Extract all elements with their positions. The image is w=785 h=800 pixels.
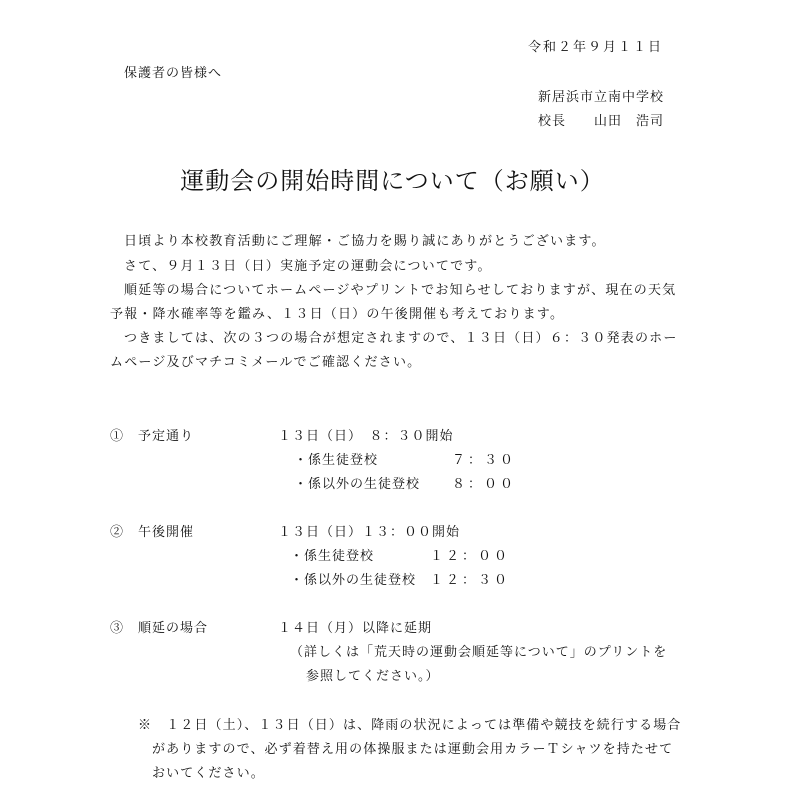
body-line: つきましては、次の３つの場合が想定されますので、１３日（日）６：３０発表のホー [124,331,678,346]
body-line: 日頃より本校教育活動にご理解・ご協力を賜り誠にありがとうございます。 [124,234,606,249]
option-2-label: ② 午後開催 [110,525,195,540]
option-1-sub-time: ７：３０ [452,453,517,468]
option-1-sub-label: ・係以外の生徒登校 [294,477,421,492]
principal-name: 校長 山田 浩司 [538,114,665,129]
body-line: ムページ及びマチコミメールでご確認ください。 [110,355,422,370]
option-2-sub-label: ・係以外の生徒登校 [290,573,417,588]
option-1-label: ① 予定通り [110,429,195,444]
body-line: 順延等の場合についてホームページやプリントでお知らせしておりますが、現在の天気 [124,283,677,298]
option-1-time: １３日（日） ８：３０開始 [278,429,454,444]
note-line: おいてください。 [152,766,265,781]
school-name: 新居浜市立南中学校 [538,90,665,105]
option-2-sub-label: ・係生徒登校 [290,549,375,564]
body-line: さて、９月１３日（日）実施予定の運動会についてです。 [124,259,492,274]
addressee: 保護者の皆様へ [124,66,223,81]
option-1-sub-time: ８：００ [452,477,517,492]
option-3-detail: 参照してください。） [306,669,440,684]
document-title: 運動会の開始時間について（お願い） [180,167,605,195]
option-3-label: ③ 順延の場合 [110,621,209,636]
option-1-sub-label: ・係生徒登校 [294,453,379,468]
option-3-detail: （詳しくは「荒天時の運動会順延等について」のプリントを [290,645,668,660]
option-2-time: １３日（日）１３：００開始 [278,525,461,540]
option-3-time: １４日（月）以降に延期 [278,621,433,636]
issue-date: 令和２年９月１１日 [528,40,664,55]
body-line: 予報・降水確率等を鑑み、１３日（日）の午後開催も考えております。 [110,307,565,322]
note-line: ※ １２日（土）、１３日（日）は、降雨の状況によっては準備や競技を続行する場合 [138,718,682,733]
note-line: がありますので、必ず着替え用の体操服または運動会用カラーＴシャツを持たせて [152,742,674,757]
option-2-sub-time: １２：３０ [430,573,511,588]
option-2-sub-time: １２：００ [430,549,511,564]
